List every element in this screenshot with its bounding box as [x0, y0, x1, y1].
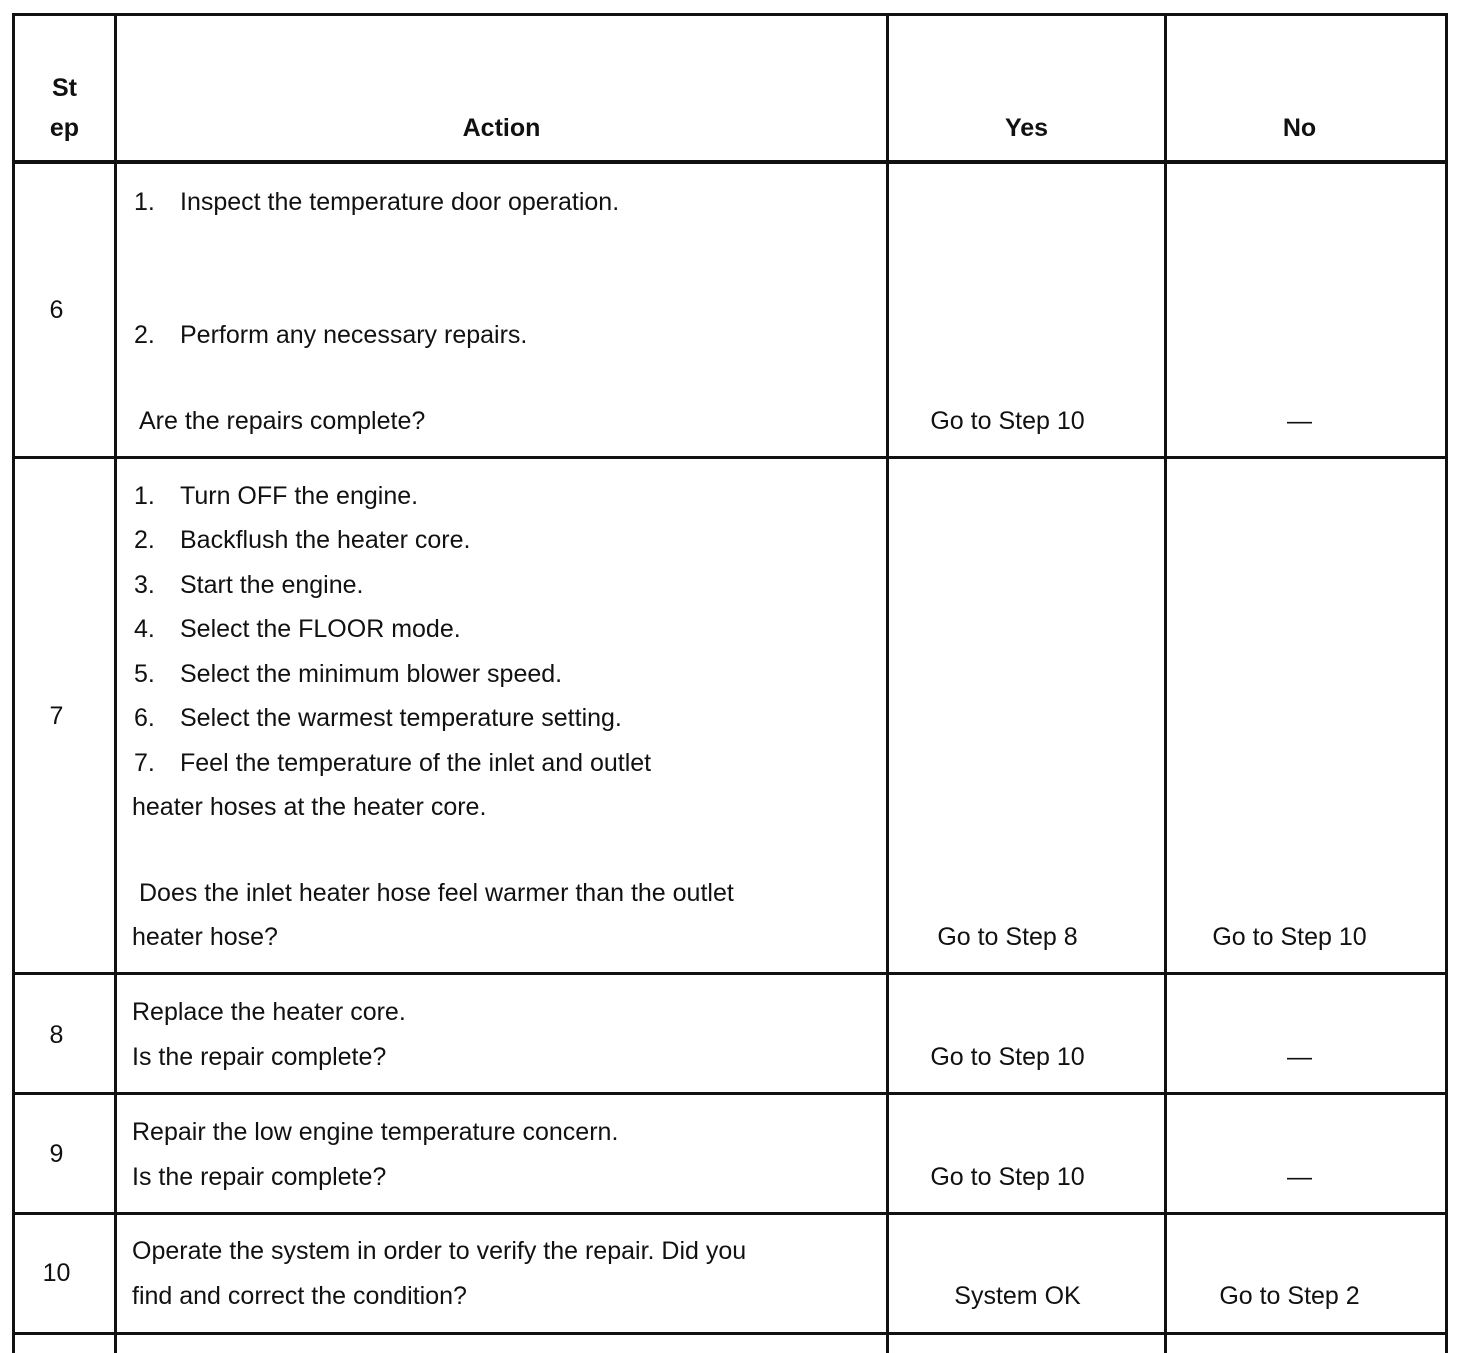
no-result: —: [1287, 1043, 1312, 1071]
action-item-number: 4.: [134, 615, 155, 643]
no-result: —: [1287, 407, 1312, 435]
action-item: [134, 518, 470, 562]
action-question: Are the repairs complete?: [139, 407, 426, 435]
step-number: 6: [49, 296, 64, 324]
header-step-line1: St: [52, 74, 77, 102]
column-divider: [114, 13, 117, 1353]
action-question: Does the inlet heater hose feel warmer than the outlet: [139, 879, 734, 907]
yes-result: System OK: [954, 1282, 1081, 1310]
yes-result: Go to Step 10: [930, 407, 1085, 435]
action-continuation: heater hoses at the heater core.: [132, 793, 487, 821]
step-number: 8: [49, 1021, 64, 1049]
action-item-number: 1.: [134, 482, 155, 510]
step-number: 10: [42, 1259, 71, 1287]
header-yes: Yes: [1004, 114, 1049, 142]
action-text: Replace the heater core.: [132, 998, 406, 1026]
action-item: [134, 652, 562, 696]
action-item: [134, 474, 418, 518]
action-item-text: Inspect the temperature door operation.: [180, 188, 620, 216]
action-question: Is the repair complete?: [132, 1043, 387, 1071]
action-question: find and correct the condition?: [132, 1282, 467, 1310]
column-divider: [1164, 13, 1167, 1353]
header-step-line2: ep: [49, 114, 80, 142]
row-divider: [12, 1212, 1448, 1215]
action-item: [134, 607, 461, 651]
action-item-number: 7.: [134, 749, 155, 777]
action-item-text: Perform any necessary repairs.: [180, 321, 528, 349]
header-step: [15, 68, 114, 148]
action-item-text: Turn OFF the engine.: [180, 482, 419, 510]
header-no: No: [1282, 114, 1317, 142]
action-item-text: Start the engine.: [180, 571, 364, 599]
action-item-text: Select the minimum blower speed.: [180, 660, 563, 688]
header-divider: [12, 160, 1448, 164]
row-divider: [12, 972, 1448, 975]
action-item-number: 3.: [134, 571, 155, 599]
action-item-number: 5.: [134, 660, 155, 688]
action-question: heater hose?: [132, 923, 278, 951]
action-item-text: Select the FLOOR mode.: [180, 615, 461, 643]
action-item: [134, 563, 363, 607]
action-question: Is the repair complete?: [132, 1163, 387, 1191]
action-item-text: Backflush the heater core.: [180, 526, 471, 554]
row-divider: [12, 456, 1448, 459]
yes-result: Go to Step 10: [930, 1163, 1085, 1191]
action-item: [134, 313, 527, 357]
row-divider: [12, 1332, 1448, 1335]
step-number: 7: [49, 702, 64, 730]
action-item-number: 6.: [134, 704, 155, 732]
no-result: Go to Step 2: [1219, 1282, 1360, 1310]
no-result: —: [1287, 1163, 1312, 1191]
row-divider: [12, 1092, 1448, 1095]
header-action: Action: [462, 114, 541, 142]
action-item-text: Feel the temperature of the inlet and outlet: [180, 749, 652, 777]
column-divider: [886, 13, 889, 1353]
action-item-text: Select the warmest temperature setting.: [180, 704, 622, 732]
action-text: Repair the low engine temperature concern.: [132, 1118, 619, 1146]
action-item: [134, 741, 651, 785]
action-item: [134, 180, 619, 224]
no-result: Go to Step 10: [1212, 923, 1367, 951]
step-number: 9: [49, 1140, 64, 1168]
action-item: [134, 696, 622, 740]
yes-result: Go to Step 10: [930, 1043, 1085, 1071]
action-item-number: 1.: [134, 188, 155, 216]
action-item-number: 2.: [134, 321, 155, 349]
yes-result: Go to Step 8: [937, 923, 1078, 951]
action-item-number: 2.: [134, 526, 155, 554]
action-text: Operate the system in order to verify the repair. Did you: [132, 1237, 747, 1265]
